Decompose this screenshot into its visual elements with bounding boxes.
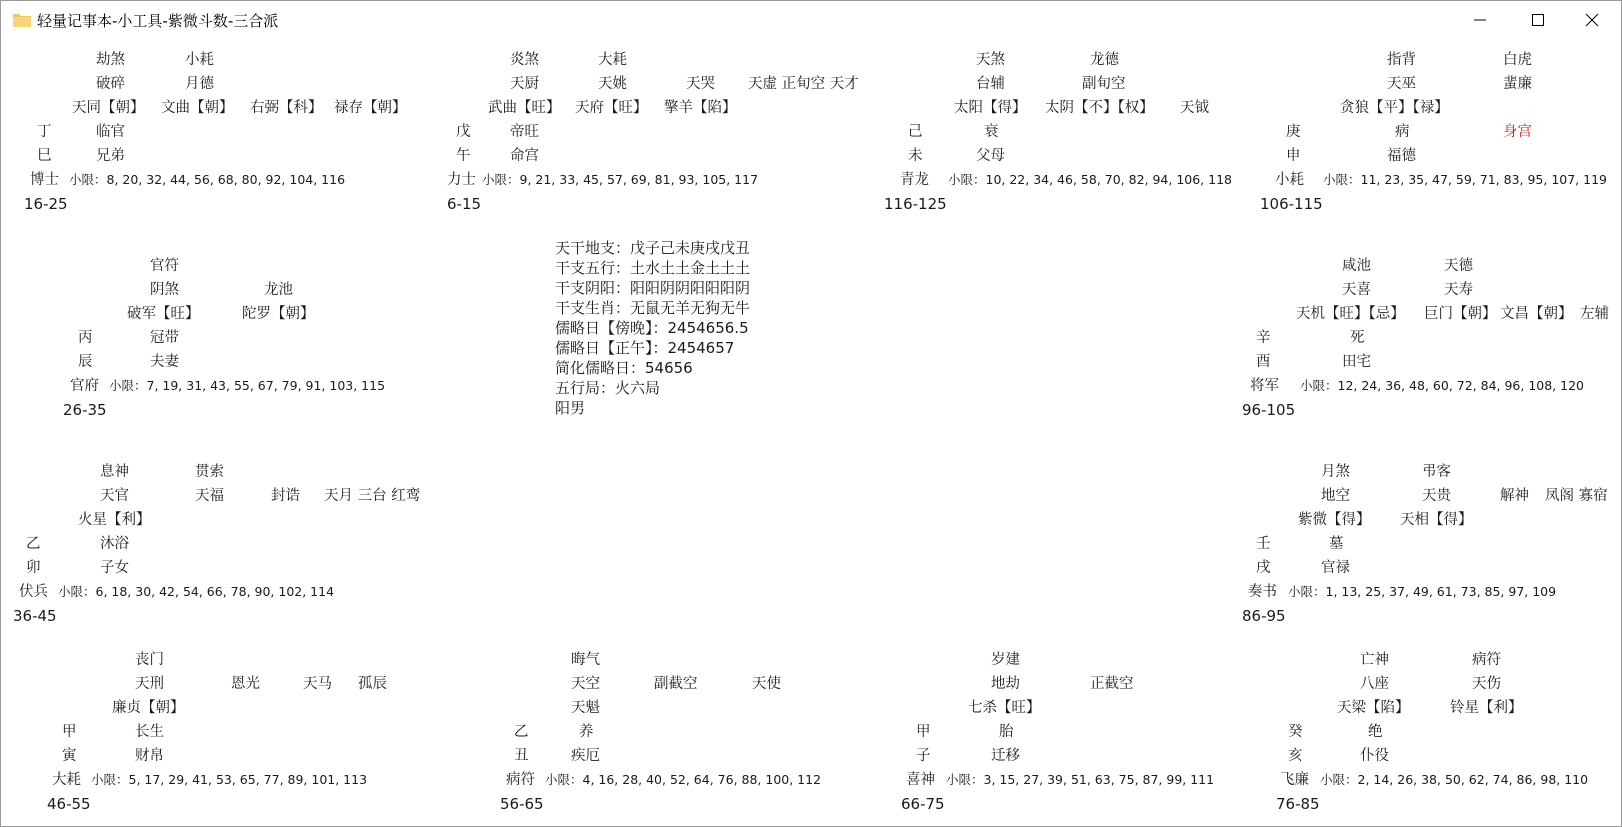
age-range: 116-125 xyxy=(884,195,947,213)
summary-zodiac: 干支生肖：无鼠无羊无狗无牛 xyxy=(555,299,751,317)
notepad-folder-icon xyxy=(13,12,31,27)
minor-star: 蜚廉 xyxy=(1503,76,1532,92)
minor-star: 月煞 xyxy=(1321,464,1350,480)
major-star: 天机【旺】【忌】 xyxy=(1296,306,1405,322)
deity: 博士 xyxy=(30,172,59,188)
major-star: 天魁 xyxy=(571,700,600,716)
minor-star: 正截空 xyxy=(1090,676,1134,692)
life-stage: 冠带 xyxy=(150,330,179,346)
minor-star: 地劫 xyxy=(991,676,1020,692)
age-range: 86-95 xyxy=(1242,607,1286,625)
earthly-branch: 申 xyxy=(1286,148,1301,164)
life-stage: 病 xyxy=(1395,124,1410,140)
major-star: 紫微【得】 xyxy=(1298,512,1371,528)
age-range: 106-115 xyxy=(1260,195,1323,213)
minor-star: 炎煞 xyxy=(510,52,539,68)
deity: 大耗 xyxy=(52,772,81,788)
summary-bureau: 五行局：火六局 xyxy=(555,379,661,397)
summary-wuxing: 干支五行：土水土土金土土土 xyxy=(555,259,751,277)
heavenly-stem: 丙 xyxy=(78,330,93,346)
major-star: 天相【得】 xyxy=(1400,512,1473,528)
minor-star: 指背 xyxy=(1387,52,1416,68)
age-range: 76-85 xyxy=(1276,795,1320,813)
major-star: 擎羊【陷】 xyxy=(664,100,737,116)
small-limits: 小限：12, 24, 36, 48, 60, 72, 84, 96, 108, 120 xyxy=(1300,378,1584,393)
minor-star: 息神 xyxy=(100,464,129,480)
life-stage: 沐浴 xyxy=(100,536,129,552)
earthly-branch: 酉 xyxy=(1256,354,1271,370)
palace-name: 迁移 xyxy=(991,748,1020,764)
minor-star: 天空 xyxy=(571,676,600,692)
window-title: 轻量记事本-小工具-紫微斗数-三合派 xyxy=(37,12,279,30)
minor-star: 岁建 xyxy=(991,652,1020,668)
major-star: 文昌【朝】 xyxy=(1500,306,1573,322)
earthly-branch: 戌 xyxy=(1256,560,1271,576)
minor-star: 孤辰 xyxy=(358,676,387,692)
life-stage: 死 xyxy=(1350,330,1365,346)
minor-star: 天官 xyxy=(100,488,129,504)
earthly-branch: 卯 xyxy=(26,560,41,576)
summary-julian-noon: 儒略日【正午】：2454657 xyxy=(555,339,735,357)
heavenly-stem: 庚 xyxy=(1286,124,1301,140)
small-limits: 小限：9, 21, 33, 45, 57, 69, 81, 93, 105, 117 xyxy=(482,172,759,187)
maximize-button[interactable] xyxy=(1509,1,1567,39)
minor-star: 咸池 xyxy=(1342,258,1371,274)
heavenly-stem: 癸 xyxy=(1288,724,1303,740)
minor-star: 天哭 xyxy=(686,76,715,92)
minor-star: 天德 xyxy=(1444,258,1473,274)
age-range: 26-35 xyxy=(63,401,107,419)
deity: 喜神 xyxy=(906,772,935,788)
major-star: 火星【利】 xyxy=(78,512,151,528)
major-star: 陀罗【朝】 xyxy=(242,306,315,322)
minimize-button[interactable] xyxy=(1451,1,1509,39)
minor-star: 小耗 xyxy=(185,52,214,68)
minor-star: 天刑 xyxy=(135,676,164,692)
small-limits: 小限：1, 13, 25, 37, 49, 61, 73, 85, 97, 109 xyxy=(1288,584,1557,599)
minor-star: 弔客 xyxy=(1422,464,1451,480)
palace-name: 官禄 xyxy=(1321,560,1350,576)
minor-star: 天马 xyxy=(303,676,332,692)
palace-name: 疾厄 xyxy=(571,748,600,764)
small-limits: 小限：11, 23, 35, 47, 59, 71, 83, 95, 107, 119 xyxy=(1323,172,1607,187)
earthly-branch: 子 xyxy=(916,748,931,764)
age-range: 16-25 xyxy=(24,195,68,213)
earthly-branch: 亥 xyxy=(1288,748,1303,764)
minor-star: 天喜 xyxy=(1342,282,1371,298)
body-palace-marker: 身宫 xyxy=(1503,124,1532,140)
heavenly-stem: 乙 xyxy=(514,724,529,740)
minor-star: 龙池 xyxy=(264,282,293,298)
minor-star: 官符 xyxy=(150,258,179,274)
minor-star: 病符 xyxy=(1472,652,1501,668)
minor-star: 解神 xyxy=(1500,488,1529,504)
age-range: 96-105 xyxy=(1242,401,1296,419)
palace-name: 福德 xyxy=(1387,148,1416,164)
minor-star: 地空 xyxy=(1321,488,1350,504)
deity: 力士 xyxy=(447,172,476,188)
life-stage: 绝 xyxy=(1368,724,1383,740)
summary-julian-evening: 儒略日【傍晚】：2454656.5 xyxy=(555,319,749,337)
life-stage: 衰 xyxy=(984,124,999,140)
deity: 伏兵 xyxy=(19,584,48,600)
minor-star: 亡神 xyxy=(1360,652,1389,668)
major-star: 太阳【得】 xyxy=(954,100,1027,116)
major-star: 天梁【陷】 xyxy=(1337,700,1410,716)
major-star: 左辅 xyxy=(1580,306,1609,322)
heavenly-stem: 壬 xyxy=(1256,536,1271,552)
minor-star: 副截空 xyxy=(654,676,698,692)
minor-star: 天煞 xyxy=(976,52,1005,68)
heavenly-stem: 丁 xyxy=(37,124,52,140)
major-star: 巨门【朝】 xyxy=(1424,306,1497,322)
minor-star: 天使 xyxy=(752,676,781,692)
minor-star: 阴煞 xyxy=(150,282,179,298)
small-limits: 小限：7, 19, 31, 43, 55, 67, 79, 91, 103, 115 xyxy=(109,378,386,393)
minor-star: 天巫 xyxy=(1387,76,1416,92)
major-star: 廉贞【朝】 xyxy=(112,700,185,716)
major-star: 太阴【不】【权】 xyxy=(1045,100,1154,116)
deity: 奏书 xyxy=(1248,584,1277,600)
heavenly-stem: 戊 xyxy=(456,124,471,140)
minor-star: 劫煞 xyxy=(96,52,125,68)
age-range: 36-45 xyxy=(13,607,57,625)
age-range: 6-15 xyxy=(447,195,482,213)
age-range: 46-55 xyxy=(47,795,91,813)
minimize-icon xyxy=(1473,13,1487,27)
minor-star: 白虎 xyxy=(1503,52,1532,68)
heavenly-stem: 乙 xyxy=(26,536,41,552)
minor-star: 月德 xyxy=(185,76,214,92)
major-star: 文曲【朝】 xyxy=(161,100,234,116)
maximize-icon xyxy=(1531,13,1545,27)
minor-star: 破碎 xyxy=(96,76,125,92)
title-bar[interactable] xyxy=(1,1,1621,39)
small-limits: 小限：10, 22, 34, 46, 58, 70, 82, 94, 106, 118 xyxy=(948,172,1232,187)
heavenly-stem: 己 xyxy=(908,124,923,140)
deity: 官府 xyxy=(70,378,99,394)
minor-star: 恩光 xyxy=(231,676,260,692)
minor-star: 八座 xyxy=(1360,676,1389,692)
life-stage: 帝旺 xyxy=(510,124,539,140)
major-star: 铃星【利】 xyxy=(1450,700,1523,716)
heavenly-stem: 甲 xyxy=(916,724,931,740)
deity: 青龙 xyxy=(900,172,929,188)
minor-star: 天贵 xyxy=(1422,488,1451,504)
small-limits: 小限：3, 15, 27, 39, 51, 63, 75, 87, 99, 111 xyxy=(946,772,1215,787)
minor-star: 封诰 xyxy=(271,488,300,504)
minor-star: 龙德 xyxy=(1090,52,1119,68)
summary-yinyang: 干支阴阳：阳阳阴阴阳阳阳阴 xyxy=(555,279,751,297)
minor-star: 天厨 xyxy=(510,76,539,92)
earthly-branch: 未 xyxy=(908,148,923,164)
earthly-branch: 寅 xyxy=(62,748,77,764)
minor-star: 台辅 xyxy=(976,76,1005,92)
major-star: 天同【朝】 xyxy=(72,100,145,116)
major-star: 天钺 xyxy=(1180,100,1209,116)
minor-star: 天姚 xyxy=(598,76,627,92)
palace-name: 田宅 xyxy=(1342,354,1371,370)
small-limits: 小限：6, 18, 30, 42, 54, 66, 78, 90, 102, 114 xyxy=(58,584,335,599)
chart-summary xyxy=(555,238,750,418)
minor-star: 大耗 xyxy=(598,52,627,68)
palace-name: 财帛 xyxy=(135,748,164,764)
earthly-branch: 丑 xyxy=(514,748,529,764)
palace-name: 父母 xyxy=(976,148,1005,164)
summary-gender: 阳男 xyxy=(555,399,586,417)
small-limits: 小限：8, 20, 32, 44, 56, 68, 80, 92, 104, 116 xyxy=(69,172,346,187)
palace-name: 命宫 xyxy=(510,148,539,164)
major-star: 右弼【科】 xyxy=(250,100,323,116)
minor-star: 天福 xyxy=(195,488,224,504)
life-stage: 长生 xyxy=(135,724,164,740)
life-stage: 养 xyxy=(579,724,594,740)
major-star: 武曲【旺】 xyxy=(488,100,561,116)
palace-name: 子女 xyxy=(100,560,129,576)
major-star: 禄存【朝】 xyxy=(334,100,407,116)
earthly-branch: 午 xyxy=(456,148,471,164)
life-stage: 墓 xyxy=(1329,536,1344,552)
deity: 飞廉 xyxy=(1280,772,1309,788)
major-star: 破军【旺】 xyxy=(127,306,200,322)
life-stage: 胎 xyxy=(999,724,1014,740)
minor-star: 副旬空 xyxy=(1082,76,1126,92)
minor-star: 天伤 xyxy=(1472,676,1501,692)
earthly-branch: 巳 xyxy=(37,148,52,164)
major-star: 七杀【旺】 xyxy=(968,700,1041,716)
age-range: 66-75 xyxy=(901,795,945,813)
minor-star: 天虚 正旬空 天才 xyxy=(748,76,859,92)
small-limits: 小限：4, 16, 28, 40, 52, 64, 76, 88, 100, 112 xyxy=(545,772,822,787)
small-limits: 小限：5, 17, 29, 41, 53, 65, 77, 89, 101, 113 xyxy=(91,772,368,787)
minor-star: 贯索 xyxy=(195,464,224,480)
life-stage: 临官 xyxy=(96,124,125,140)
minor-star: 天寿 xyxy=(1444,282,1473,298)
deity: 将军 xyxy=(1250,378,1279,394)
minor-star: 晦气 xyxy=(571,652,600,668)
close-icon xyxy=(1585,13,1599,27)
small-limits: 小限：2, 14, 26, 38, 50, 62, 74, 86, 98, 110 xyxy=(1320,772,1589,787)
deity: 病符 xyxy=(506,772,535,788)
minor-star: 丧门 xyxy=(135,652,164,668)
summary-ganzhi: 天干地支：戊子己未庚戌戊丑 xyxy=(555,239,751,257)
deity: 小耗 xyxy=(1275,172,1304,188)
minor-star: 凤阁 寡宿 xyxy=(1545,488,1608,504)
close-button[interactable] xyxy=(1563,1,1621,39)
minor-star: 天月 三台 红鸾 xyxy=(324,488,421,504)
heavenly-stem: 甲 xyxy=(62,724,77,740)
major-star: 贪狼【平】【禄】 xyxy=(1340,100,1449,116)
palace-name: 仆役 xyxy=(1360,748,1389,764)
palace-name: 兄弟 xyxy=(96,148,125,164)
age-range: 56-65 xyxy=(500,795,544,813)
major-star: 天府【旺】 xyxy=(575,100,648,116)
heavenly-stem: 辛 xyxy=(1256,330,1271,346)
earthly-branch: 辰 xyxy=(78,354,93,370)
palace-name: 夫妻 xyxy=(150,354,179,370)
summary-mjd: 简化儒略日：54656 xyxy=(555,359,693,377)
